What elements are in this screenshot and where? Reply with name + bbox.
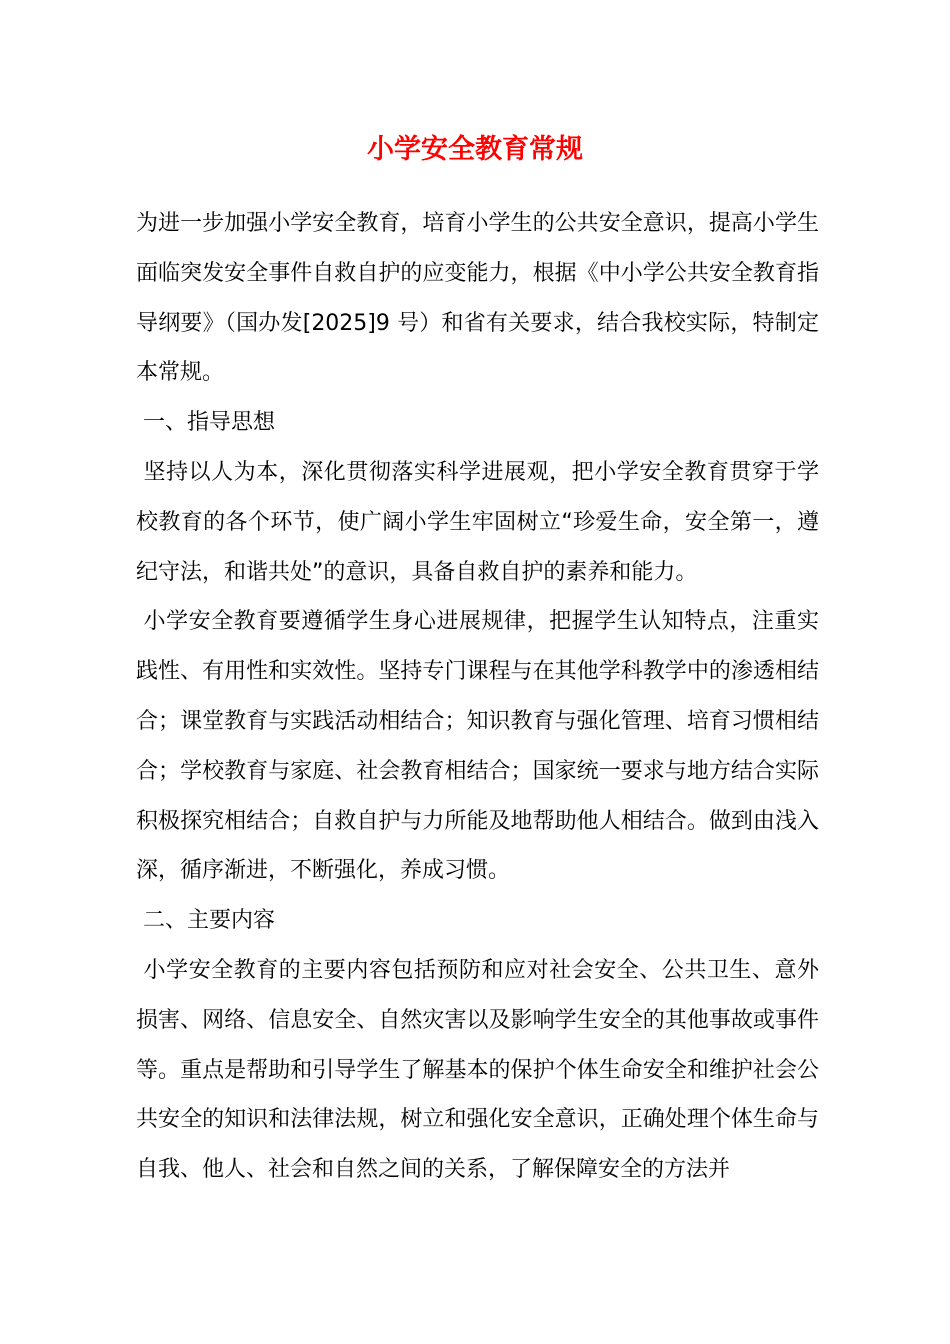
- guiding-ideology-paragraph-2: 小学安全教育要遵循学生身心进展规律，把握学生认知特点，注重实践性、有用性和实效性。坚持专门课程与在其他学科教学中的渗透相结合；课堂教育与实践活动相结合；知识教育与强化管理、培育习惯相结合；学校教育与家庭、社会教育相结合；国家统一要求与地方结合实际积极探究相结合；自救自护与力所能及地帮助他人相结合。做到由浅入深，循序渐进，不断强化，养成习惯。: [136, 609, 819, 884]
- main-content-paragraph: 小学安全教育的主要内容包括预防和应对社会安全、公共卫生、意外损害、网络、信息安全、自然灾害以及影响学生安全的其他事故或事件等。重点是帮助和引导学生了解基本的保护个体生命安全和维护社会公共安全的知识和法律法规，树立和强化安全意识，正确处理个体生命与自我、他人、社会和自然之间的关系，了解保障安全的方法并: [136, 957, 819, 1183]
- intro-paragraph: 为进一步加强小学安全教育，培育小学生的公共安全意识，提高小学生面临突发安全事件自救自护的应变能力，根据《中小学公共安全教育指导纲要》（国办发[2025]9 号）和省有关要求，结合我校实际，特制定本常规。: [136, 211, 819, 386]
- document-body: [136, 199, 819, 1195]
- section-heading-guiding-ideology: 一、指导思想: [136, 410, 275, 436]
- section-heading-main-content: 二、主要内容: [136, 908, 275, 934]
- guiding-ideology-paragraph-1: 坚持以人为本，深化贯彻落实科学进展观，把小学安全教育贯穿于学校教育的各个环节，使广阔小学生牢固树立“珍爱生命，安全第一，遵纪守法，和谐共处”的意识，具备自救自护的素养和能力。: [136, 459, 819, 585]
- document-title: 小学安全教育常规: [367, 134, 583, 165]
